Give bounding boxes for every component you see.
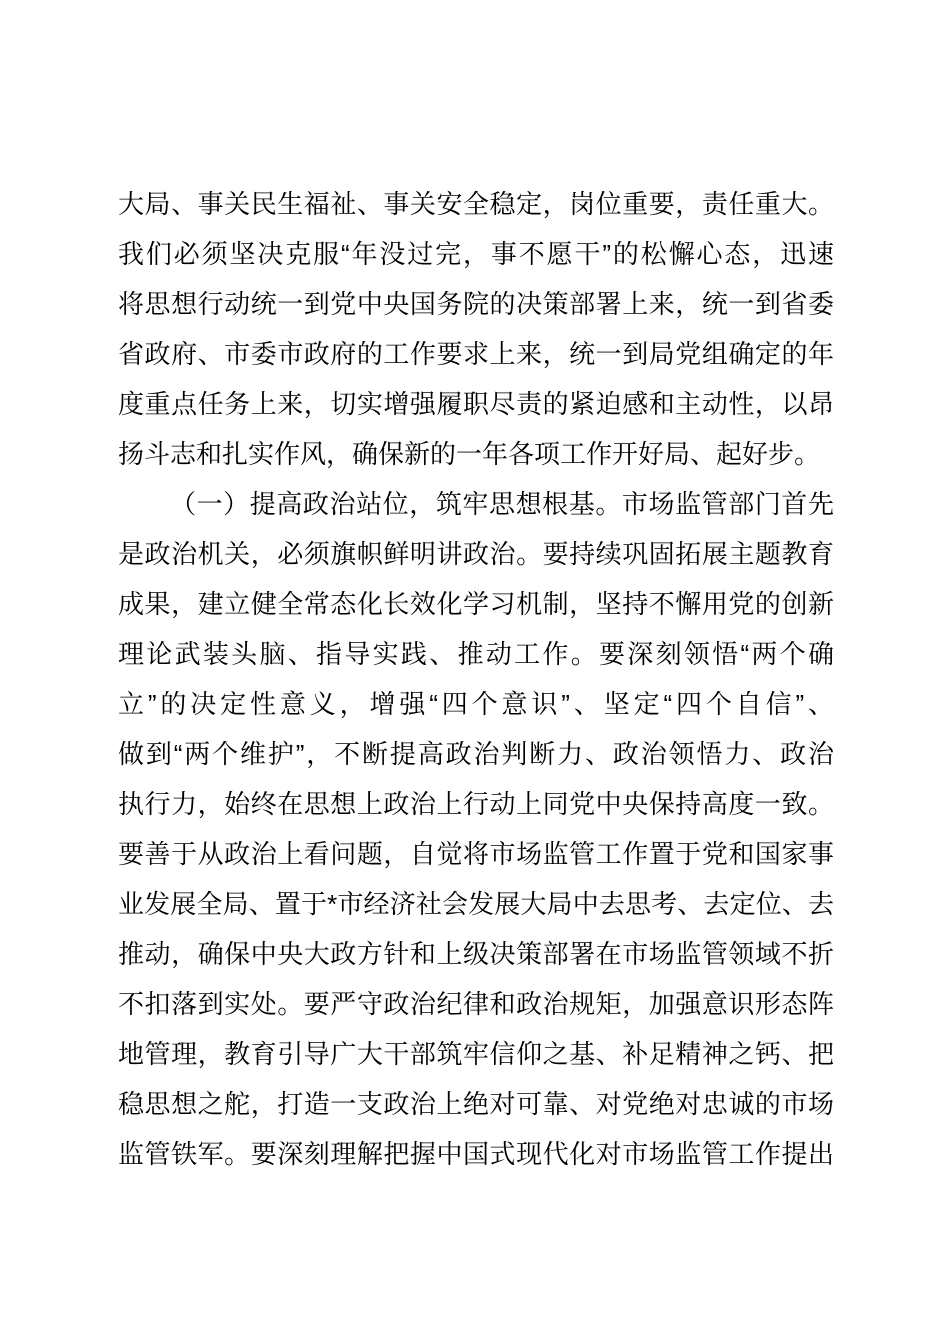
text-line: 监管铁军。要深刻理解把握中国式现代化对市场监管工作提出 xyxy=(118,1139,834,1169)
text-line: 要善于从政治上看问题，自觉将市场监管工作置于党和国家事 xyxy=(118,839,834,869)
text-line: 扬斗志和扎实作风，确保新的一年各项工作开好局、起好步。 xyxy=(118,439,821,469)
text-line: 将思想行动统一到党中央国务院的决策部署上来，统一到省委 xyxy=(118,289,834,319)
text-line: 成果，建立健全常态化长效化学习机制，坚持不懈用党的创新 xyxy=(118,589,834,619)
text-line: 稳思想之舵，打造一支政治上绝对可靠、对党绝对忠诚的市场 xyxy=(118,1089,834,1119)
text-line: 不扣落到实处。要严守政治纪律和政治规矩，加强意识形态阵 xyxy=(118,989,834,1019)
text-line: 是政治机关，必须旗帜鲜明讲政治。要持续巩固拓展主题教育 xyxy=(118,539,834,569)
text-line: 立”的决定性意义，增强“四个意识”、坚定“四个自信”、 xyxy=(118,689,834,719)
text-line: 度重点任务上来，切实增强履职尽责的紧迫感和主动性，以昂 xyxy=(118,389,834,419)
text-line: 执行力，始终在思想上政治上行动上同党中央保持高度一致。 xyxy=(118,789,834,819)
text-line: 推动，确保中央大政方针和上级决策部署在市场监管领域不折 xyxy=(118,939,834,969)
document-body xyxy=(118,179,834,1179)
text-line: 理论武装头脑、指导实践、推动工作。要深刻领悟“两个确 xyxy=(118,639,834,669)
text-line: 省政府、市委市政府的工作要求上来，统一到局党组确定的年 xyxy=(118,339,834,369)
text-line: 大局、事关民生福祉、事关安全稳定，岗位重要，责任重大。 xyxy=(118,189,834,219)
text-line: 做到“两个维护”，不断提高政治判断力、政治领悟力、政治 xyxy=(118,739,834,769)
text-line: 地管理，教育引导广大干部筑牢信仰之基、补足精神之钙、把 xyxy=(118,1039,834,1069)
text-line: （一）提高政治站位，筑牢思想根基。市场监管部门首先 xyxy=(170,489,834,519)
text-line: 我们必须坚决克服“年没过完，事不愿干”的松懈心态，迅速 xyxy=(118,239,834,269)
text-line: 业发展全局、置于*市经济社会发展大局中去思考、去定位、去 xyxy=(118,889,834,919)
